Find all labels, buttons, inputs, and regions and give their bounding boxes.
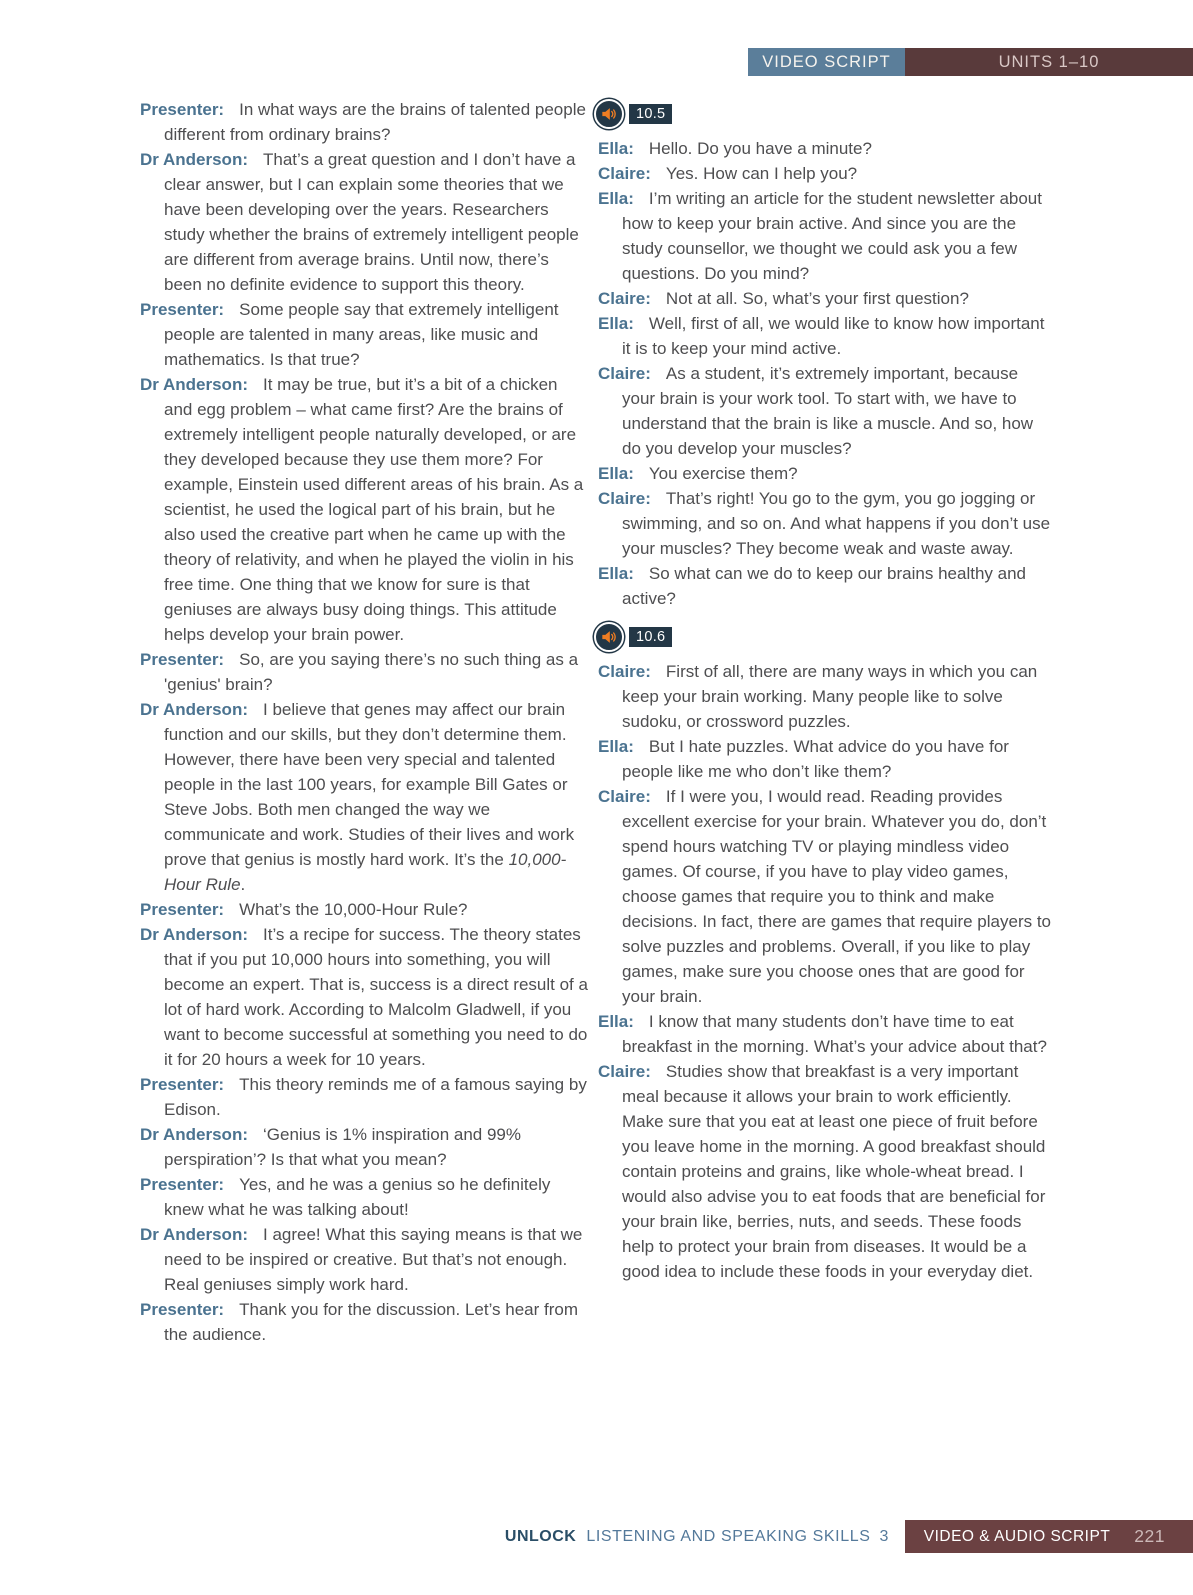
script-turn bbox=[598, 1009, 1053, 1059]
speaker-name: Ella: bbox=[598, 1012, 634, 1031]
page-header bbox=[0, 48, 1193, 76]
audio-badge bbox=[594, 97, 1053, 131]
script-turn bbox=[598, 186, 1053, 286]
turn-text: I agree! What this saying means is that we need to be inspired or creative. But that’s not enough. Real geniuses simply work hard. bbox=[164, 1225, 583, 1294]
page-footer bbox=[0, 1520, 1193, 1553]
speaker-name: Dr Anderson: bbox=[140, 150, 248, 169]
unlock-logo: UNLOCK bbox=[504, 1527, 577, 1545]
script-turn bbox=[598, 486, 1053, 561]
speaker-name: Ella: bbox=[598, 189, 634, 208]
turn-text: Not at all. So, what’s your first question? bbox=[665, 289, 969, 308]
script-turn bbox=[140, 1172, 590, 1222]
turn-text: In what ways are the brains of talented people different from ordinary brains? bbox=[164, 100, 586, 144]
audio-speaker-icon bbox=[594, 99, 624, 129]
turn-text: First of all, there are many ways in which you can keep your brain working. Many people like to solve sudoku, or crossword puzzles. bbox=[622, 662, 1038, 731]
turn-text: . bbox=[240, 875, 246, 894]
script-turn bbox=[598, 286, 1053, 311]
turn-text: What’s the 10,000-Hour Rule? bbox=[239, 900, 468, 919]
script-turn bbox=[140, 372, 590, 647]
turn-text: I know that many students don’t have time to eat breakfast in the morning. What’s your advice about that? bbox=[622, 1012, 1047, 1056]
speaker-name: Ella: bbox=[598, 139, 634, 158]
speaker-name: Claire: bbox=[598, 364, 651, 383]
turn-text: So, are you saying there’s no such thing as a 'genius' brain? bbox=[164, 650, 579, 694]
footer-section-bar bbox=[905, 1520, 1193, 1553]
speaker-name: Dr Anderson: bbox=[140, 1225, 248, 1244]
speaker-name: Ella: bbox=[598, 564, 634, 583]
script-turn bbox=[140, 297, 590, 372]
script-turn bbox=[598, 311, 1053, 361]
speaker-name: Presenter: bbox=[140, 1075, 225, 1094]
speaker-name: Dr Anderson: bbox=[140, 700, 248, 719]
script-turn bbox=[598, 361, 1053, 461]
turn-text: Yes, and he was a genius so he definitely knew what he was talking about! bbox=[164, 1175, 551, 1219]
speaker-name: Dr Anderson: bbox=[140, 375, 248, 394]
footer-subtitle: LISTENING AND SPEAKING SKILLS bbox=[586, 1527, 871, 1545]
script-turn bbox=[598, 784, 1053, 1009]
script-turn bbox=[140, 922, 590, 1072]
turn-text: It’s a recipe for success. The theory states that if you put 10,000 hours into something, you will become an expert. That is, success is a direct result of a lot of hard work. According to Malcolm Gladwell, if you want to become successful at something you need to do it for 20 hours a week for 10 years. bbox=[164, 925, 588, 1069]
turn-text: It may be true, but it’s a bit of a chicken and egg problem – what came first? Are the brains of extremely intelligent people naturally developed, or are they developed because they use them more? For example, Einstein used different areas of his brain. As a scientist, he used the logical part of his brain, but he also used the creative part when he came up with the theory of relativity, and when he played the violin in his free time. One thing that we know for sure is that geniuses are always busy doing things. This attitude helps develop your brain power. bbox=[164, 375, 584, 644]
speaker-name: Presenter: bbox=[140, 650, 225, 669]
script-turn bbox=[140, 647, 590, 697]
turn-text: This theory reminds me of a famous saying by Edison. bbox=[164, 1075, 587, 1119]
script-turn bbox=[140, 1297, 590, 1347]
page-number: 221 bbox=[1134, 1526, 1165, 1546]
footer-level: 3 bbox=[879, 1527, 889, 1545]
header-tab-video-script: VIDEO SCRIPT bbox=[748, 48, 905, 76]
speaker-name: Claire: bbox=[598, 1062, 651, 1081]
speaker-name: Presenter: bbox=[140, 1175, 225, 1194]
speaker-name: Ella: bbox=[598, 464, 634, 483]
script-turn bbox=[140, 1122, 590, 1172]
speaker-name: Ella: bbox=[598, 737, 634, 756]
script-turn bbox=[598, 561, 1053, 611]
audio-track-number: 10.5 bbox=[629, 104, 672, 124]
script-turn bbox=[598, 734, 1053, 784]
turn-text: You exercise them? bbox=[648, 464, 798, 483]
script-turn bbox=[598, 161, 1053, 186]
turn-text: That’s right! You go to the gym, you go jogging or swimming, and so on. And what happens if you don’t use your muscles? They become weak and waste away. bbox=[622, 489, 1051, 558]
script-turn bbox=[140, 1222, 590, 1297]
speaker-name: Presenter: bbox=[140, 1300, 225, 1319]
script-turn bbox=[598, 1059, 1053, 1284]
speaker-name: Presenter: bbox=[140, 100, 225, 119]
script-turn bbox=[140, 97, 590, 147]
speaker-name: Claire: bbox=[598, 787, 651, 806]
speaker-name: Ella: bbox=[598, 314, 634, 333]
speaker-name: Dr Anderson: bbox=[140, 1125, 248, 1144]
speaker-name: Presenter: bbox=[140, 300, 225, 319]
turn-text: Yes. How can I help you? bbox=[665, 164, 858, 183]
script-turn bbox=[140, 897, 590, 922]
turn-text: So what can we do to keep our brains healthy and active? bbox=[622, 564, 1026, 608]
turn-text: If I were you, I would read. Reading provides excellent exercise for your brain. Whatever you do, don’t spend hours watching TV or playing mindless video games. Of course, if you have to play video games, choose games that require you to think and make decisions. In fact, there are games that require players to solve puzzles and problems. Overall, if you like to play games, make sure you choose ones that are good for your brain. bbox=[622, 787, 1052, 1006]
script-turn bbox=[140, 147, 590, 297]
turn-text: That’s a great question and I don’t have a clear answer, but I can explain some theories that we have been developing over the years. Researchers study whether the brains of extremely intelligent people are different from average brains. Until now, there’s been no definite evidence to support this theory. bbox=[164, 150, 579, 294]
speaker-name: Presenter: bbox=[140, 900, 225, 919]
turn-text: Well, first of all, we would like to know how important it is to keep your mind active. bbox=[622, 314, 1045, 358]
turn-text: Hello. Do you have a minute? bbox=[648, 139, 872, 158]
speaker-name: Claire: bbox=[598, 164, 651, 183]
audio-badge bbox=[594, 620, 1053, 654]
footer-book-title bbox=[0, 1528, 905, 1546]
turn-text: I’m writing an article for the student newsletter about how to keep your brain active. And since you are the study counsellor, we thought we could ask you a few questions. Do you mind? bbox=[622, 189, 1042, 283]
script-turn bbox=[598, 136, 1053, 161]
turn-text: Thank you for the discussion. Let’s hear from the audience. bbox=[164, 1300, 579, 1344]
right-column bbox=[598, 97, 1053, 1284]
turn-text: Studies show that breakfast is a very important meal because it allows your brain to work efficiently. Make sure that you eat at least one piece of fruit before you leave home in the morning. A good breakfast should contain proteins and grains, like whole-wheat bread. I would also advise you to eat foods that are beneficial for your brain like, berries, nuts, and seeds. These foods help to protect your brain from diseases. It would be a good idea to include these foods in your everyday diet. bbox=[622, 1062, 1046, 1281]
turn-text: But I hate puzzles. What advice do you have for people like me who don’t like them? bbox=[622, 737, 1009, 781]
turn-text: ‘Genius is 1% inspiration and 99% perspiration’? Is that what you mean? bbox=[164, 1125, 521, 1169]
script-turn bbox=[140, 1072, 590, 1122]
speaker-name: Claire: bbox=[598, 489, 651, 508]
turn-text: As a student, it’s extremely important, because your brain is your work tool. To start with, we have to understand that the brain is like a muscle. And so, how do you develop your muscles? bbox=[622, 364, 1034, 458]
audio-track-number: 10.6 bbox=[629, 627, 672, 647]
audio-speaker-icon bbox=[594, 622, 624, 652]
left-column bbox=[140, 97, 590, 1347]
turn-text: Some people say that extremely intelligent people are talented in many areas, like music and mathematics. Is that true? bbox=[164, 300, 559, 369]
turn-text: I believe that genes may affect our brain function and our skills, but they don’t determine them. However, there have been very special and talented people in the last 100 years, for example Bill Gates or Steve Jobs. Both men changed the way we communicate and work. Studies of their lives and work prove that genius is mostly hard work. It’s the bbox=[164, 700, 575, 869]
script-turn bbox=[598, 659, 1053, 734]
turn-text: 10,000-Hour Rule bbox=[164, 850, 567, 894]
script-turn bbox=[140, 697, 590, 897]
speaker-name: Claire: bbox=[598, 662, 651, 681]
speaker-name: Claire: bbox=[598, 289, 651, 308]
script-turn bbox=[598, 461, 1053, 486]
header-tab-units: UNITS 1–10 bbox=[905, 48, 1193, 76]
footer-section-label: VIDEO & AUDIO SCRIPT bbox=[923, 1527, 1111, 1545]
speaker-name: Dr Anderson: bbox=[140, 925, 248, 944]
